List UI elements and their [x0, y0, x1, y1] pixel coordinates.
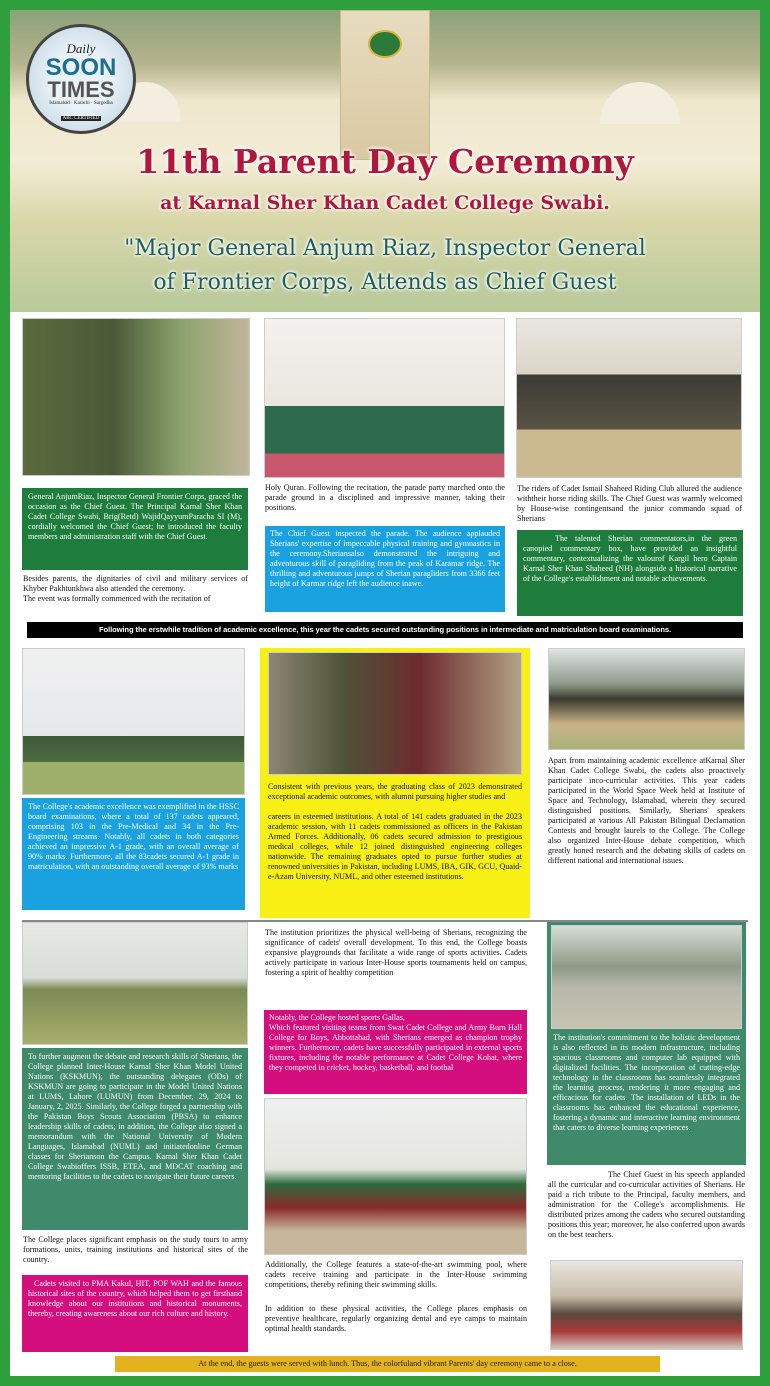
- dais-photo: [264, 318, 505, 478]
- academic-excellence-banner: Following the erstwhile tradition of academic excellence, this year the cadets secured outstanding positions in intermediate and matriculation board examinations.: [27, 622, 743, 638]
- logo-times: TIMES: [47, 77, 115, 102]
- hssc-results-box: The College's academic excellence was exemplified in the HSSC board examinations, where a total of 137 cadets appeared, comprising 103 in the Pre-Medical and 34 in the Pre-Engineering streams. Notably, all cadets in both categories achieved an impressive A-1 grade, with an overall average of 90% marks. Furthermore, all the 83cadets secured A-1 grade in matriculation, with an outstanding overall average of 93% marks: [22, 798, 245, 910]
- study-tours-text: The College places significant emphasis on the study tours to army formations, units, training institutions and historical sites of the country.: [23, 1235, 248, 1264]
- swimming-pool-text: Additionally, the College features a state-of-the-art swimming pool, where cadets receive training and participate in the Inter-House swimming competitions, thereby refining their swimming skills.: [265, 1260, 527, 1289]
- paraglider-photo: [22, 648, 245, 795]
- logo-cities: Islamabad · Karachi · Sargodha: [49, 101, 113, 106]
- headline-line-2: of Frontier Corps, Attends as Chief Guest: [153, 270, 617, 295]
- graduates-intro-text: Consistent with previous years, the graduating class of 2023 demonstrated exceptional academic outcomes, with alumni pursuing higher studies and: [268, 782, 522, 801]
- paragliding-box: The Chief Guest inspected the parade. The audience applauded Sherians' expertise of impeccable physical training and gymnastics in the ceremony.Sheriansalso demonstrated the intriguing and adventurous skill of paragliding from the peak of Karamar ridge. The thrilling and adventurous jumps of Sherian paragliders from 3366 feet height of Karmar ridge left the audience inawe.: [265, 526, 505, 612]
- logo-soon: SOON: [45, 54, 117, 81]
- parade-text: Holy Quran. Following the recitation, the parade party marched onto the parade ground in a disciplined and impressive manner, taking their positions.: [265, 483, 505, 512]
- logo-daily: Daily: [66, 41, 96, 56]
- healthcare-text: In addition to these physical activities, the College places emphasis on preventive healthcare, regularly organizing dental and eye camps to maintain optimal health standards.: [265, 1304, 527, 1333]
- horse-riding-photo: [22, 922, 248, 1045]
- chief-guest-speech-text: The Chief Guest in his speech applanded all the curricular and co-curricular activities of Sherians. He paid a rich tribute to the Principal, faculty members, and administration for the College's accomplishments. He distributed prizes among the cadets who secured outstanding positions this year; moreover, he also conferred upon awards on the best teachers.: [548, 1170, 745, 1239]
- newspaper-page: [10, 10, 760, 1376]
- sports-galas-details: Which featured visiting teams from Swat Cadet College and Army Burn Hall College for Boys, Abbottabad, with Sherians emerged as champion trophy winners. Furthermore, cadets have successfully participated in external sports fixtures, including the notable performance at Cadet College Kohat, where they competed in cricket, hockey, basketball, and footbal: [269, 1023, 522, 1072]
- daily-soon-times-logo: [26, 24, 136, 134]
- infrastructure-text: The institution's commitment to the holistic development is also reflected in its modern infrastructure, including spacious classrooms and computer lab equipped with digitalized facilities. The incorporation of cutting-edge technology in the classrooms has seamlessly integrated the learning process, rendering it more engaging and efficacious for cadets. The installation of LEDs in the classrooms has enhanced the educational experience, fostering a dynamic and interactive learning environment that caters to diverse learning experiences.: [553, 1033, 740, 1132]
- physical-wellbeing-text: The institution prioritizes the physical well-being of Sherians, recognizing the significance of cadets' overall development. To this end, the College boasts expansive playgrounds that facilitate a wide range of sports activities. Cadets actively participate in various Inter-House sports tournaments held on campus, fostering a spirit of healthy competition: [265, 928, 527, 977]
- chief-guest-speech-photo: [22, 318, 250, 476]
- page-subtitle: at Karnal Sher Khan Cadet College Swabi.: [160, 192, 610, 214]
- dignitaries-text: Besides parents, the dignitaries of civil and military services of Khyber Pakhtunkhwa also attended the ceremony.: [23, 574, 248, 593]
- riding-club-text: The riders of Cadet Ismail Shaheed Riding Club allured the audience withtheir horse riding skills. The Chief Guest was warmly welcomed by House-wise contingentsand the junior commando squad of Sherians: [517, 484, 742, 523]
- cadets-parade-photo: [548, 648, 745, 750]
- graduates-details-text: careers in esteemed institutions. A total of 141 cadets graduated in the 2023 academic session, with 11 cadets commissioned as officers in the Pakistan Armed Forces. Additionally, 06 cadets secured admission to prestigious medical colleges, while 12 joined distinguished engineering colleges nationwide. The remaining graduates opted to pursue further studies at renowned universities in Pakistan, including LUMS, IBA, GIK, GCU, Quaid-e-Azam University, NUML, and other esteemed institutions.: [268, 812, 522, 881]
- page-title: 11th Parent Day Ceremony: [136, 142, 634, 181]
- prize-distribution-photo: [268, 652, 522, 775]
- college-emblem-icon: [368, 30, 402, 58]
- dome-right: [600, 82, 680, 124]
- gymnastics-photo: [551, 925, 742, 1029]
- recitation-text: The event was formally commenced with the recitation of: [23, 594, 211, 603]
- logo-badge: ABC CERTIFIED: [62, 116, 100, 121]
- kskmun-box: To further augment the debate and research skills of Sherians, the College planned Inter-House Karnal Sher Khan Model United Nations (KSKMUN); the outstanding delegates (ODs) of KSKMUN are going to participate in the Model United Nations at LUMS, Lahore (LUMUN) from December, 29, 2024 to January, 2, 2025. Similarly, the College forged a partnership with the Pakistan Boys Scouts Association (PBSA) to enhance leadership skills of cadets; in addition, the College also signed a memorandum with the National University of Modern Languages, Islamabad (NUML) and initiatedonline German classes for Sherianson the Campus. Karnal Sher Khan Cadet College Swabioffers ISSB, ETEA, and MDCAT coaching and mentoring facilities to the cadets to navigate their future careers.: [22, 1048, 248, 1230]
- exhibition-photo: [550, 1260, 743, 1350]
- flag-contingent-photo: [264, 1098, 527, 1255]
- header-banner: [10, 10, 760, 312]
- commentators-box: The talented Sherian commentators,in the green canopied commentary box, have provided an insightful commentary, contextualizing the valourof Kargil hero Captain Karnal Sher Khan Shaheed (NH) alongside a historical narrative of the College's establishment and notable achievements.: [517, 530, 743, 616]
- headline-line-1: "Major General Anjum Riaz, Inspector General: [124, 236, 646, 261]
- parade-march-photo: [516, 318, 742, 478]
- study-visits-box: Cadets visited to PMA Kakul, HIT, POF WAH and the famous historical sites of the country, which helped them to get firsthand knowledge about our institutions and historical monuments, thereby, creating awareness about our rich culture and history.: [22, 1275, 248, 1352]
- closing-note-bar: At the end, the guests were served with lunch. Thus, the colorfuland vibrant Parents' day ceremony came to a close.: [115, 1356, 660, 1372]
- chief-guest-welcome-box: General AnjumRiaz, Inspector General Frontier Corps, graced the occasion as the Chief Guest. The Principal Karnal Sher Khan Cadet College Swabi, Brig(Retd) WajidQayyumParacha SI (M), cordially welcomed the Chief Guest; he introduced the faculty members and administration staff with the Chief Guest.: [22, 488, 248, 570]
- sports-galas-box: [264, 1010, 527, 1094]
- sports-galas-intro: Notably, the College hosted sports Gallas,: [269, 1013, 405, 1022]
- co-curricular-text: Apart from maintaining academic excellence atKarnal Sher Khan Cadet College Swabi, the cadets also proactively participate inco-curricular activities. This year cadets participated in the World Space Week held at Institute of Space and Technology, Islamabad, wherein they secured distinguished positions. Similarly, Sherians' speakers participated at various All Pakistan Bilingual Declamation Contests and brought laurels to the College. The College also organized Inter-House debate competition, which greatly honed research and the debating skills of cadets on different national and international issues.: [548, 756, 745, 865]
